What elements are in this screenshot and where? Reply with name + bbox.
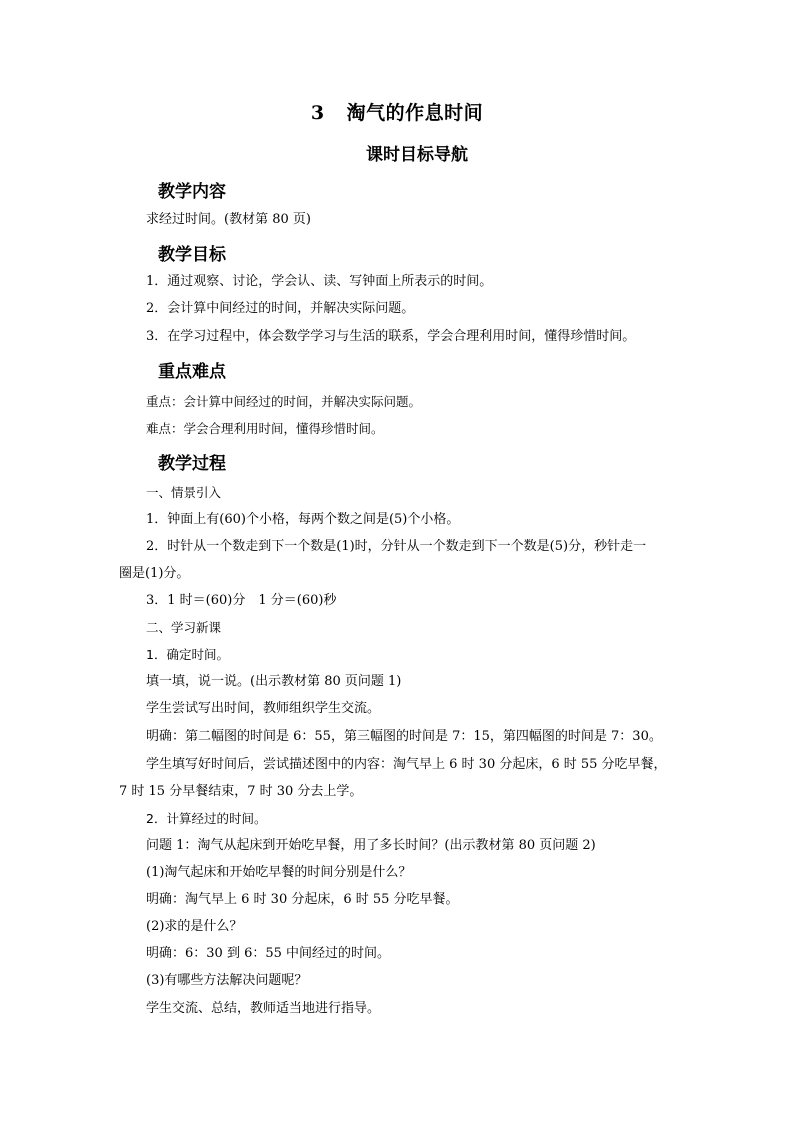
new-item-3: 学生尝试写出时间，教师组织学生交流。 (146, 701, 381, 716)
new-item-5b: 7 时 15 分早餐结束，7 时 30 分去上学。 (119, 784, 363, 799)
page-subtitle: 课时目标导航 (366, 145, 468, 165)
lesson-title-text: 淘气的作息时间 (346, 102, 484, 124)
goal-item-3: 3．在学习过程中，体会数学学习与生活的联系，学会合理利用时间，懂得珍惜时间。 (146, 329, 636, 344)
goal-item-1: 1．通过观察、讨论，学会认、读、写钟面上所表示的时间。 (146, 274, 493, 289)
new-item-4: 明确：第二幅图的时间是 6：55，第三幅图的时间是 7：15，第四幅图的时间是 7：30。 (146, 729, 662, 744)
part2-title: 二、学习新课 (146, 620, 222, 635)
heading-teaching-content: 教学内容 (158, 182, 226, 202)
heading-teaching-goals: 教学目标 (158, 245, 226, 265)
new-item-9: 明确：淘气早上 6 时 30 分起床，6 时 55 分吃早餐。 (146, 892, 459, 907)
heading-teaching-process: 教学过程 (158, 454, 226, 474)
new-item-5a: 学生填写好时间后，尝试描述图中的内容：淘气早上 6 时 30 分起床，6 时 55 分吃早餐， (146, 757, 667, 772)
part1-title: 一、情景引入 (146, 485, 222, 500)
new-item-13: 学生交流、总结，教师适当地进行指导。 (146, 1001, 381, 1016)
new-item-8: (1)淘气起床和开始吃早餐的时间分别是什么？ (146, 865, 412, 880)
lesson-title (0, 98, 794, 125)
teaching-content-text: 求经过时间。(教材第 80 页) (146, 212, 311, 227)
intro-item-3: 3．1 时＝(60)分 1 分＝(60)秒 (146, 593, 337, 608)
intro-item-2a: 2．时针从一个数走到下一个数是(1)时，分针从一个数走到下一个数是(5)分，秒针走一 (146, 539, 647, 554)
lesson-number: 3 (310, 102, 325, 124)
new-item-6: 2．计算经过的时间。 (146, 811, 267, 826)
new-item-10: (2)求的是什么？ (146, 919, 243, 934)
new-item-12: (3)有哪些方法解决问题呢？ (146, 973, 308, 988)
new-item-2: 填一填，说一说。(出示教材第 80 页问题 1) (146, 674, 402, 689)
new-item-7: 问题 1：淘气从起床到开始吃早餐，用了多长时间？(出示教材第 80 页问题 2) (146, 838, 596, 853)
heading-key-points: 重点难点 (158, 362, 226, 382)
new-item-11: 明确：6：30 到 6：55 中间经过的时间。 (146, 946, 391, 961)
new-item-1: 1．确定时间。 (146, 647, 229, 662)
intro-item-1: 1．钟面上有(60)个小格，每两个数之间是(5)个小格。 (146, 512, 460, 527)
key-point: 重点：会计算中间经过的时间，并解决实际问题。 (146, 394, 422, 409)
intro-item-2b: 圈是(1)分。 (119, 566, 190, 581)
goal-item-2: 2．会计算中间经过的时间，并解决实际问题。 (146, 301, 415, 316)
difficult-point: 难点：学会合理利用时间，懂得珍惜时间。 (146, 421, 384, 436)
